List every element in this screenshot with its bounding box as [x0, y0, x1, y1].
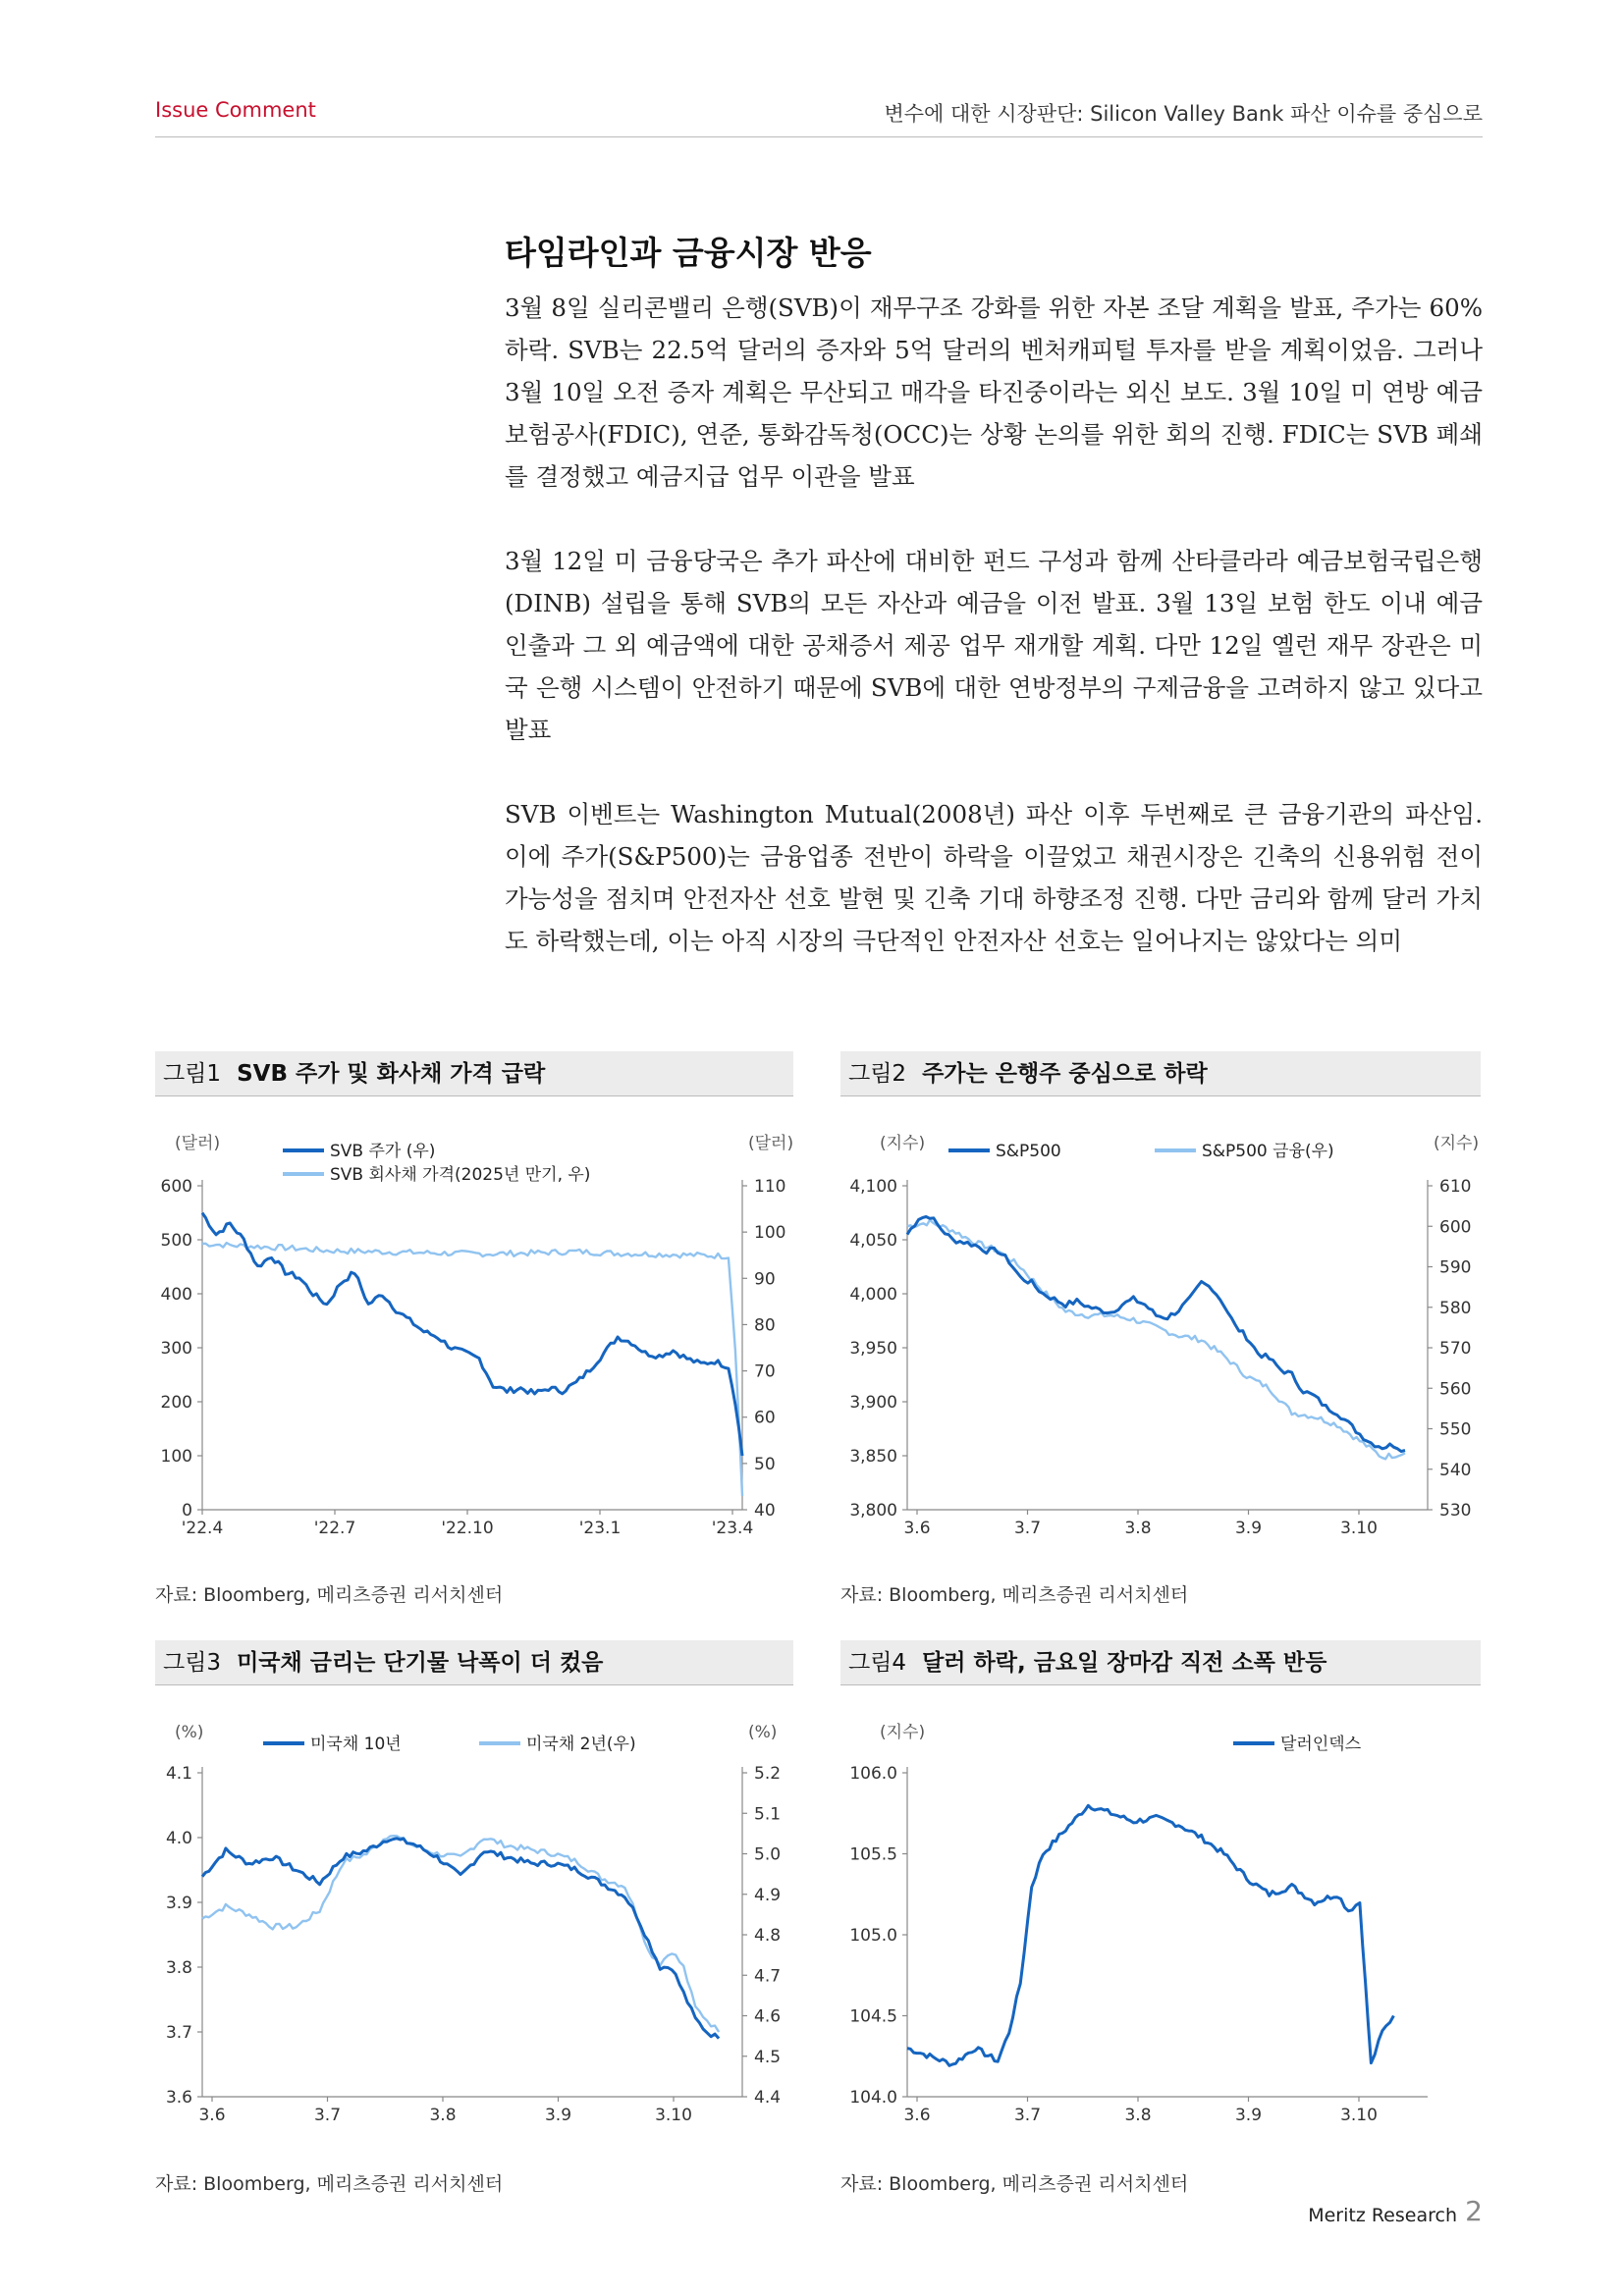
x-tick-label: 3.6 — [903, 2106, 931, 2125]
series-line — [907, 1220, 1405, 1459]
figure-1-chart — [155, 1119, 793, 1575]
legend-label: 미국채 2년(우) — [526, 1735, 636, 1754]
figure-1-title — [155, 1051, 793, 1096]
left-tick-label: 400 — [160, 1285, 192, 1305]
x-tick-label: 3.10 — [655, 2106, 692, 2125]
x-tick-label: 3.7 — [1013, 2106, 1042, 2125]
section-title: 타임라인과 금융시장 반응 — [505, 234, 872, 272]
right-tick-label: 570 — [1439, 1339, 1472, 1359]
series-line — [907, 1805, 1393, 2065]
figure-source: 자료: Bloomberg, 메리츠증권 리서치센터 — [155, 2173, 504, 2195]
legend-label: SVB 회사채 가격(2025년 만기, 우) — [330, 1165, 591, 1185]
right-tick-label: 550 — [1439, 1419, 1472, 1440]
x-tick-label: 3.10 — [1340, 1519, 1378, 1538]
x-tick-label: '23.4 — [711, 1519, 754, 1538]
page-number: 2 — [1465, 2195, 1483, 2227]
left-tick-label: 3,800 — [849, 1501, 897, 1521]
left-tick-label: 4,100 — [849, 1177, 897, 1197]
legend-label: S&P500 금융(우) — [1202, 1142, 1334, 1161]
right-tick-label: 4.9 — [754, 1885, 782, 1905]
right-tick-label: 60 — [754, 1408, 776, 1428]
series-line — [907, 1217, 1405, 1452]
figure-title-text: 미국채 금리는 단기물 낙폭이 더 컸음 — [237, 1650, 604, 1676]
right-unit-label: (지수) — [1434, 1134, 1480, 1153]
x-tick-label: 3.9 — [544, 2106, 572, 2125]
figure-4-title — [840, 1640, 1481, 1685]
left-tick-label: 500 — [160, 1231, 192, 1251]
right-tick-label: 600 — [1439, 1217, 1472, 1238]
chart-svg — [155, 1708, 793, 2160]
right-tick-label: 4.7 — [754, 1966, 782, 1987]
x-tick-label: 3.7 — [1013, 1519, 1042, 1538]
x-tick-label: 3.8 — [429, 2106, 457, 2125]
left-tick-label: 106.0 — [849, 1764, 897, 1784]
figure-2-title — [840, 1051, 1481, 1096]
figure-number: 그림1 — [163, 1061, 222, 1087]
figure-3-title — [155, 1640, 793, 1685]
left-tick-label: 3,850 — [849, 1447, 897, 1467]
x-tick-label: '22.10 — [441, 1519, 494, 1538]
left-tick-label: 104.0 — [849, 2088, 897, 2108]
legend-label: 달러인덱스 — [1280, 1735, 1362, 1754]
left-unit-label: (지수) — [880, 1723, 926, 1742]
left-tick-label: 4,000 — [849, 1285, 897, 1305]
figure-number: 그림2 — [848, 1061, 907, 1087]
paragraph: SVB 이벤트는 Washington Mutual(2008년) 파산 이후 두번째로 큰 금융기관의 파산임. 이에 주가(S&P500)는 금융업종 전반이 하락을 이끌었고 채권시장은 긴축의 신용위험 전이 가능성을 점치며 안전자산 선호 발현 및 긴축 기대 하향조정 진행. 다만 금리와 함께 달러 가치도 하락했는데, 이는 아직 시장의 극단적인 안전자산 선호는 일어나지는 않았다는 의미 — [505, 800, 1483, 955]
x-tick-label: 3.9 — [1234, 2106, 1263, 2125]
x-tick-label: 3.6 — [903, 1519, 931, 1538]
left-tick-label: 3.7 — [165, 2023, 192, 2043]
right-unit-label: (달러) — [748, 1134, 794, 1153]
figure-source: 자료: Bloomberg, 메리츠증권 리서치센터 — [155, 1584, 504, 1606]
left-unit-label: (달러) — [175, 1134, 221, 1153]
paragraph: 3월 8일 실리콘밸리 은행(SVB)이 재무구조 강화를 위한 자본 조달 계획을 발표, 주가는 60% 하락. SVB는 22.5억 달러의 증자와 5억 달러의 벤처캐피털 투자를 받을 계획이었음. 그러나 3월 10일 오전 증자 계획은 무산되고 매각을 타진중이라는 외신 보도. 3월 10일 미 연방 예금보험공사(FDIC), 연준, 통화감독청(OCC)는 상황 논의를 위한 회의 진행. FDIC는 SVB 폐쇄를 결정했고 예금지급 업무 이관을 발표 — [505, 294, 1483, 491]
header-left: Issue Comment — [155, 98, 316, 122]
x-tick-label: 3.6 — [198, 2106, 226, 2125]
figure-source: 자료: Bloomberg, 메리츠증권 리서치센터 — [840, 1584, 1189, 1606]
left-tick-label: 0 — [182, 1501, 192, 1521]
left-tick-label: 3,900 — [849, 1393, 897, 1413]
right-tick-label: 4.6 — [754, 2006, 782, 2027]
figure-2-chart — [840, 1119, 1481, 1575]
figure-title-text: 달러 하락, 금요일 장마감 직전 소폭 반등 — [922, 1650, 1327, 1676]
series-line — [202, 1213, 742, 1456]
left-tick-label: 200 — [160, 1393, 192, 1413]
right-tick-label: 90 — [754, 1269, 776, 1290]
x-tick-label: 3.10 — [1340, 2106, 1378, 2125]
chart-svg — [840, 1708, 1481, 2160]
right-tick-label: 70 — [754, 1362, 776, 1382]
legend-label: S&P500 — [996, 1142, 1061, 1161]
right-tick-label: 4.8 — [754, 1926, 782, 1946]
left-tick-label: 3.6 — [165, 2088, 192, 2108]
right-unit-label: (%) — [748, 1723, 778, 1742]
left-tick-label: 105.5 — [849, 1844, 897, 1865]
x-tick-label: 3.9 — [1234, 1519, 1263, 1538]
legend-label: 미국채 10년 — [310, 1735, 402, 1754]
series-line — [202, 1839, 719, 2039]
left-tick-label: 3.9 — [165, 1894, 192, 1913]
right-tick-label: 5.1 — [754, 1804, 782, 1825]
figure-source: 자료: Bloomberg, 메리츠증권 리서치센터 — [840, 2173, 1189, 2195]
header-divider — [155, 136, 1483, 137]
right-tick-label: 540 — [1439, 1460, 1472, 1480]
x-tick-label: '23.1 — [578, 1519, 622, 1538]
left-tick-label: 3,950 — [849, 1339, 897, 1359]
x-tick-label: '22.4 — [181, 1519, 224, 1538]
right-tick-label: 4.5 — [754, 2047, 782, 2067]
right-tick-label: 610 — [1439, 1177, 1472, 1197]
x-tick-label: 3.8 — [1124, 2106, 1152, 2125]
x-tick-label: '22.7 — [313, 1519, 356, 1538]
series-line — [202, 1243, 742, 1496]
left-tick-label: 100 — [160, 1447, 192, 1467]
right-tick-label: 80 — [754, 1315, 776, 1336]
left-tick-label: 4.1 — [165, 1764, 192, 1784]
footer-brand: Meritz Research — [1308, 2205, 1457, 2226]
left-tick-label: 3.8 — [165, 1958, 192, 1978]
right-tick-label: 560 — [1439, 1379, 1472, 1400]
left-unit-label: (지수) — [880, 1134, 926, 1153]
figure-3-chart — [155, 1708, 793, 2163]
right-tick-label: 5.2 — [754, 1764, 782, 1784]
series-line — [202, 1836, 719, 2032]
right-tick-label: 4.4 — [754, 2088, 782, 2108]
chart-svg — [840, 1119, 1481, 1571]
x-tick-label: 3.8 — [1124, 1519, 1152, 1538]
figure-number: 그림4 — [848, 1650, 907, 1676]
figure-title-text: SVB 주가 및 화사채 가격 급락 — [237, 1061, 546, 1087]
chart-svg — [155, 1119, 793, 1571]
figure-4-chart — [840, 1708, 1481, 2163]
right-tick-label: 580 — [1439, 1298, 1472, 1318]
right-tick-label: 40 — [754, 1501, 776, 1521]
right-tick-label: 530 — [1439, 1501, 1472, 1521]
right-tick-label: 50 — [754, 1454, 776, 1474]
figure-title-text: 주가는 은행주 중심으로 하락 — [922, 1061, 1208, 1087]
legend-label: SVB 주가 (우) — [330, 1142, 436, 1161]
figure-number: 그림3 — [163, 1650, 222, 1676]
left-tick-label: 4,050 — [849, 1231, 897, 1251]
left-tick-label: 600 — [160, 1177, 192, 1197]
right-tick-label: 590 — [1439, 1257, 1472, 1278]
right-tick-label: 100 — [754, 1223, 786, 1244]
paragraph: 3월 12일 미 금융당국은 추가 파산에 대비한 펀드 구성과 함께 산타클라라 예금보험국립은행(DINB) 설립을 통해 SVB의 모든 자산과 예금을 이전 발표. 3월 13일 보험 한도 이내 예금 인출과 그 외 예금액에 대한 공채증서 제공 업무 재개할 계획. 다만 12일 옐런 재무 장관은 미국 은행 시스템이 안전하기 때문에 SVB에 대한 연방정부의 구제금융을 고려하지 않고 있다고 발표 — [505, 547, 1483, 744]
left-tick-label: 104.5 — [849, 2006, 897, 2027]
x-tick-label: 3.7 — [313, 2106, 342, 2125]
header-right: 변수에 대한 시장판단: Silicon Valley Bank 파산 이슈를 중심으로 — [884, 102, 1483, 126]
left-tick-label: 4.0 — [165, 1829, 192, 1848]
right-tick-label: 5.0 — [754, 1844, 782, 1865]
left-tick-label: 105.0 — [849, 1926, 897, 1946]
left-unit-label: (%) — [175, 1723, 204, 1742]
right-tick-label: 110 — [754, 1177, 786, 1197]
left-tick-label: 300 — [160, 1339, 192, 1359]
